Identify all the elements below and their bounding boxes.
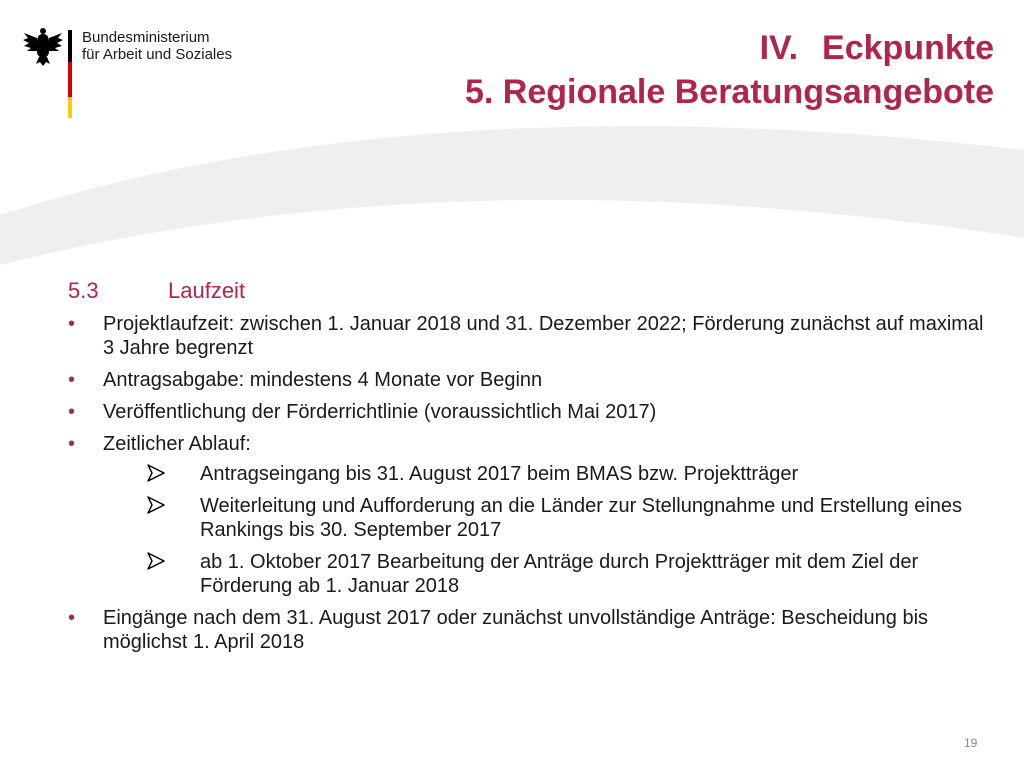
bullet-item [68,432,988,598]
bullet-item [68,400,988,424]
slide-content [68,274,988,662]
slide-title [465,26,994,114]
bullet-dot-icon: • [68,369,76,391]
sub-bullet-text: Antragseingang bis 31. August 2017 beim BMAS bzw. Projektträger [200,463,799,485]
federal-eagle-icon [22,18,82,118]
bullet-dot-icon: • [68,433,76,455]
page-number: 19 [964,736,978,750]
bullet-text: Veröffentlichung der Förderrichtlinie (voraussichtlich Mai 2017) [103,401,657,423]
section-number: 5.3 [68,278,99,303]
section-heading [68,274,988,308]
arrow-bullet-icon [146,495,166,515]
bullet-dot-icon: • [68,313,76,335]
sub-bullet-text: ab 1. Oktober 2017 Bearbeitung der Anträge durch Projektträger mit dem Ziel der Förderung ab 1. Januar 2018 [200,551,919,597]
sub-bullet-item [103,550,988,598]
bullet-dot-icon: • [68,607,76,629]
section-title: Laufzeit [168,278,246,303]
title-main: Eckpunkte [822,29,994,67]
bullet-text: Projektlaufzeit: zwischen 1. Januar 2018 und 31. Dezember 2022; Förderung zunächst auf maximal 3 Jahre begrenzt [103,313,984,359]
bullet-text: Zeitlicher Ablauf: [103,433,251,455]
title-line-1 [465,26,994,70]
ministry-line-2: für Arbeit und Soziales [82,46,233,63]
ministry-line-1: Bundesministerium [82,29,210,46]
bullet-item [68,312,988,360]
bullet-dot-icon: • [68,401,76,423]
sub-bullet-item [103,494,988,542]
sub-bullet-text: Weiterleitung und Aufforderung an die Länder zur Stellungnahme und Erstellung eines Rankings bis 30. September 2017 [200,495,963,541]
title-number: IV. [759,29,799,67]
sub-bullet-item [103,462,988,486]
bullet-text: Eingänge nach dem 31. August 2017 oder zunächst unvollständige Anträge: Bescheidung bis möglichst 1. April 2018 [103,607,929,653]
ministry-logo [22,18,262,118]
arrow-bullet-icon [146,551,166,571]
slide-subtitle: 5. Regionale Beratungsangebote [465,73,994,111]
sub-bullet-list [103,462,988,598]
bullet-item [68,606,988,654]
bullet-item [68,368,988,392]
ministry-name [82,29,232,63]
arrow-bullet-icon [146,463,166,483]
bullet-list [68,312,988,654]
bullet-text: Antragsabgabe: mindestens 4 Monate vor Beginn [103,369,543,391]
